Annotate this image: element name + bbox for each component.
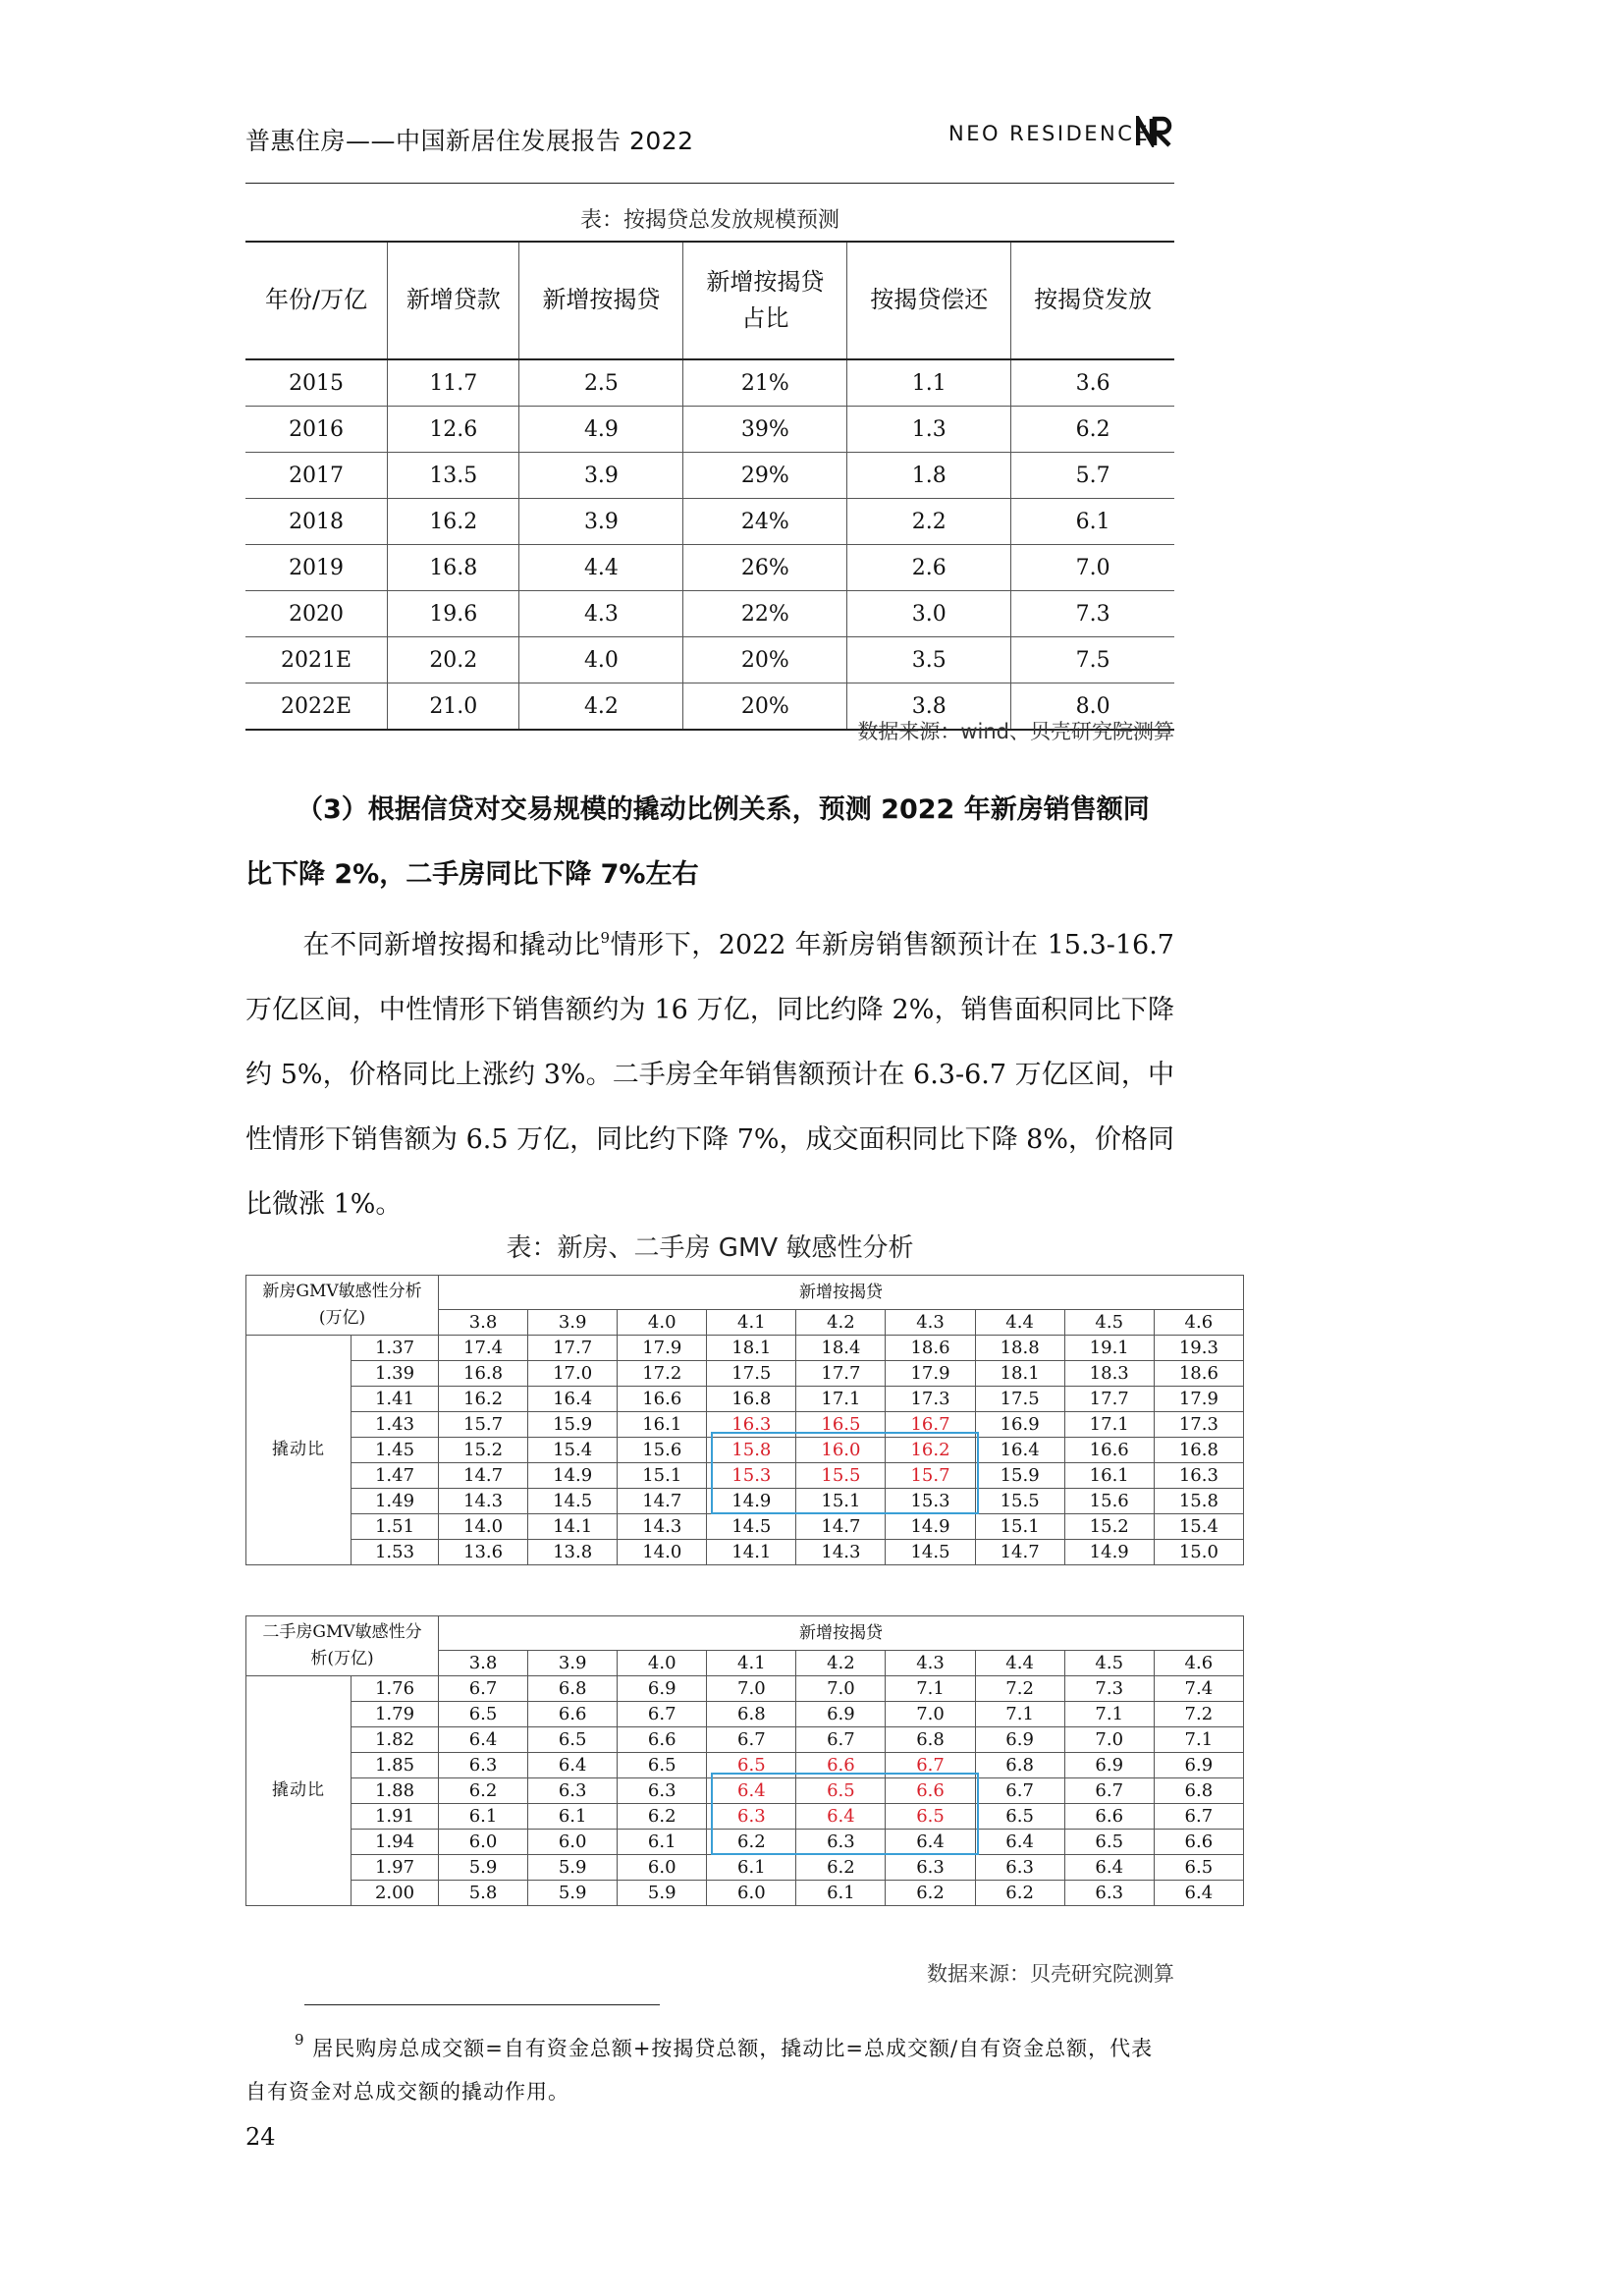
gmv-value-cell: 18.1 (707, 1336, 796, 1361)
sensitivity-corner-label: 新房GMV敏感性分析 (万亿) (246, 1276, 439, 1336)
table-cell: 1.8 (847, 453, 1011, 499)
table-cell: 4.0 (519, 637, 683, 683)
table-row (245, 407, 1174, 453)
table-row (245, 359, 1174, 407)
table-row (245, 453, 1174, 499)
mortgage-column-header: 4.3 (886, 1310, 975, 1336)
gmv-value-cell: 6.9 (796, 1702, 886, 1727)
year-cell: 2020 (245, 591, 388, 637)
gmv-value-cell: 6.8 (707, 1702, 796, 1727)
gmv-value-cell: 6.9 (618, 1676, 707, 1702)
gmv-value-cell: 6.1 (796, 1881, 886, 1906)
leverage-ratio-cell: 1.53 (352, 1540, 439, 1565)
gmv-value-cell: 14.7 (618, 1489, 707, 1514)
gmv-value-cell: 17.3 (886, 1387, 975, 1412)
table-cell: 39% (683, 407, 847, 453)
mortgage-column-header: 4.6 (1154, 1310, 1243, 1336)
table-cell: 6.2 (1011, 407, 1174, 453)
gmv-value-cell: 15.3 (707, 1463, 796, 1489)
mortgage-column-header: 4.1 (707, 1651, 796, 1676)
gmv-value-cell: 6.7 (618, 1702, 707, 1727)
gmv-value-cell: 17.5 (707, 1361, 796, 1387)
footnote-ref: 9 (600, 929, 611, 947)
gmv-value-cell: 15.1 (975, 1514, 1064, 1540)
table-cell: 13.5 (388, 453, 519, 499)
mortgage-table-header-row (245, 242, 1174, 359)
gmv-value-cell: 16.8 (439, 1361, 528, 1387)
gmv-value-cell: 6.7 (1064, 1778, 1154, 1804)
gmv-value-cell: 6.6 (796, 1753, 886, 1778)
gmv-value-cell: 6.5 (707, 1753, 796, 1778)
gmv-value-cell: 18.3 (1064, 1361, 1154, 1387)
gmv-value-cell: 16.6 (618, 1387, 707, 1412)
gmv-value-cell: 7.4 (1154, 1676, 1243, 1702)
gmv-value-cell: 14.9 (886, 1514, 975, 1540)
gmv-value-cell: 15.1 (796, 1489, 886, 1514)
table-row (245, 591, 1174, 637)
gmv-value-cell: 5.9 (528, 1881, 618, 1906)
leverage-ratio-cell: 1.37 (352, 1336, 439, 1361)
gmv-value-cell: 17.7 (1064, 1387, 1154, 1412)
table-cell: 7.0 (1011, 545, 1174, 591)
gmv-value-cell: 15.5 (796, 1463, 886, 1489)
row-group-label: 撬动比 (246, 1676, 352, 1906)
table-cell: 1.1 (847, 359, 1011, 407)
mortgage-col-header: 按揭贷偿还 (847, 242, 1011, 359)
gmv-value-cell: 17.4 (439, 1336, 528, 1361)
table-cell: 4.9 (519, 407, 683, 453)
gmv-value-cell: 17.9 (886, 1361, 975, 1387)
gmv-value-cell: 17.3 (1154, 1412, 1243, 1438)
gmv-value-cell: 6.0 (707, 1881, 796, 1906)
gmv-value-cell: 16.8 (1154, 1438, 1243, 1463)
gmv-value-cell: 6.8 (528, 1676, 618, 1702)
new-house-sensitivity-table (245, 1275, 1244, 1565)
gmv-value-cell: 6.2 (796, 1855, 886, 1881)
leverage-ratio-cell: 1.51 (352, 1514, 439, 1540)
gmv-value-cell: 16.8 (707, 1387, 796, 1412)
gmv-value-cell: 15.3 (886, 1489, 975, 1514)
gmv-value-cell: 6.6 (1154, 1830, 1243, 1855)
mortgage-column-header: 4.4 (975, 1651, 1064, 1676)
table-row (246, 1336, 1244, 1361)
gmv-value-cell: 13.6 (439, 1540, 528, 1565)
mortgage-col-header: 新增贷款 (388, 242, 519, 359)
leverage-ratio-cell: 1.76 (352, 1676, 439, 1702)
table-cell: 4.2 (519, 683, 683, 731)
table-cell: 19.6 (388, 591, 519, 637)
table-row (246, 1702, 1244, 1727)
year-cell: 2021E (245, 637, 388, 683)
leverage-ratio-cell: 1.88 (352, 1778, 439, 1804)
gmv-value-cell: 15.8 (707, 1438, 796, 1463)
table-cell: 6.1 (1011, 499, 1174, 545)
gmv-value-cell: 6.2 (975, 1881, 1064, 1906)
gmv-value-cell: 15.9 (528, 1412, 618, 1438)
mortgage-col-header: 按揭贷发放 (1011, 242, 1174, 359)
gmv-value-cell: 6.6 (528, 1702, 618, 1727)
table-row (246, 1387, 1244, 1412)
mortgage-column-header: 3.8 (439, 1651, 528, 1676)
table-cell: 3.9 (519, 499, 683, 545)
table-cell: 22% (683, 591, 847, 637)
leverage-ratio-cell: 1.79 (352, 1702, 439, 1727)
gmv-value-cell: 14.5 (707, 1514, 796, 1540)
gmv-value-cell: 6.5 (796, 1778, 886, 1804)
leverage-ratio-cell: 1.97 (352, 1855, 439, 1881)
gmv-value-cell: 6.2 (618, 1804, 707, 1830)
gmv-value-cell: 7.0 (886, 1702, 975, 1727)
gmv-value-cell: 6.4 (975, 1830, 1064, 1855)
gmv-value-cell: 17.7 (528, 1336, 618, 1361)
gmv-value-cell: 6.7 (439, 1676, 528, 1702)
gmv-value-cell: 6.4 (439, 1727, 528, 1753)
leverage-ratio-cell: 1.85 (352, 1753, 439, 1778)
table-cell: 12.6 (388, 407, 519, 453)
gmv-value-cell: 7.0 (707, 1676, 796, 1702)
leverage-ratio-cell: 1.82 (352, 1727, 439, 1753)
gmv-value-cell: 17.1 (796, 1387, 886, 1412)
gmv-value-cell: 17.7 (796, 1361, 886, 1387)
gmv-value-cell: 6.5 (528, 1727, 618, 1753)
gmv-value-cell: 19.3 (1154, 1336, 1243, 1361)
gmv-value-cell: 16.3 (1154, 1463, 1243, 1489)
gmv-value-cell: 6.6 (886, 1778, 975, 1804)
gmv-value-cell: 7.2 (975, 1676, 1064, 1702)
gmv-value-cell: 6.4 (796, 1804, 886, 1830)
gmv-value-cell: 7.2 (1154, 1702, 1243, 1727)
gmv-value-cell: 6.4 (1154, 1881, 1243, 1906)
gmv-value-cell: 18.6 (1154, 1361, 1243, 1387)
sensitivity-source: 数据来源：贝壳研究院测算 (927, 1962, 1174, 1986)
gmv-value-cell: 6.3 (1064, 1881, 1154, 1906)
gmv-value-cell: 16.2 (886, 1438, 975, 1463)
gmv-value-cell: 13.8 (528, 1540, 618, 1565)
gmv-value-cell: 6.8 (886, 1727, 975, 1753)
gmv-value-cell: 6.9 (975, 1727, 1064, 1753)
table-cell: 24% (683, 499, 847, 545)
gmv-value-cell: 7.0 (796, 1676, 886, 1702)
row-group-label: 撬动比 (246, 1336, 352, 1565)
gmv-value-cell: 6.5 (618, 1753, 707, 1778)
gmv-value-cell: 17.0 (528, 1361, 618, 1387)
table-cell: 3.0 (847, 591, 1011, 637)
mortgage-table-caption: 表：按揭贷总发放规模预测 (579, 208, 839, 233)
table-cell: 5.7 (1011, 453, 1174, 499)
table-row (245, 499, 1174, 545)
gmv-value-cell: 15.5 (975, 1489, 1064, 1514)
leverage-ratio-cell: 1.91 (352, 1804, 439, 1830)
gmv-value-cell: 16.7 (886, 1412, 975, 1438)
gmv-value-cell: 16.4 (975, 1438, 1064, 1463)
gmv-value-cell: 6.3 (528, 1778, 618, 1804)
sensitivity-header-row (246, 1276, 1244, 1310)
table-cell: 21% (683, 359, 847, 407)
sensitivity-corner-label: 二手房GMV敏感性分 析(万亿) (246, 1616, 439, 1676)
table-cell: 20% (683, 637, 847, 683)
gmv-value-cell: 6.3 (618, 1778, 707, 1804)
gmv-value-cell: 6.5 (886, 1804, 975, 1830)
gmv-value-cell: 16.6 (1064, 1438, 1154, 1463)
gmv-value-cell: 17.9 (1154, 1387, 1243, 1412)
gmv-value-cell: 16.2 (439, 1387, 528, 1412)
footnote-divider (304, 2004, 660, 2005)
gmv-value-cell: 6.9 (1154, 1753, 1243, 1778)
leverage-ratio-cell: 2.00 (352, 1881, 439, 1906)
gmv-value-cell: 6.8 (1154, 1778, 1243, 1804)
leverage-ratio-cell: 1.94 (352, 1830, 439, 1855)
gmv-value-cell: 6.4 (1064, 1855, 1154, 1881)
mortgage-column-header: 4.0 (618, 1651, 707, 1676)
gmv-value-cell: 6.8 (975, 1753, 1064, 1778)
gmv-value-cell: 6.1 (528, 1804, 618, 1830)
table-cell: 3.9 (519, 453, 683, 499)
gmv-value-cell: 15.2 (1064, 1514, 1154, 1540)
gmv-value-cell: 6.9 (1064, 1753, 1154, 1778)
gmv-value-cell: 14.5 (886, 1540, 975, 1565)
gmv-value-cell: 16.5 (796, 1412, 886, 1438)
gmv-value-cell: 14.7 (439, 1463, 528, 1489)
section-paragraph: 在不同新增按揭和撬动比$^9$情形下，2022 年新房销售额预计在 15.3-16.7 万亿区间，中性情形下销售额约为 16 万亿，同比约降 2%，销售面积同比下降约 5%，价格同比上涨约 3%。二手房全年销售额预计在 6.3-6.7 万亿区间，中性情形下销售额为 6.5 万亿，同比约下降 7%，成交面积同比下降 8%，价格同比微涨 1%。 (245, 929, 1174, 1220)
gmv-value-cell: 15.4 (528, 1438, 618, 1463)
header-divider (245, 183, 1174, 184)
gmv-value-cell: 16.4 (528, 1387, 618, 1412)
gmv-value-cell: 14.9 (1064, 1540, 1154, 1565)
mortgage-table-source: 数据来源：wind、贝壳研究院测算 (857, 720, 1174, 743)
mortgage-column-header: 4.6 (1154, 1651, 1243, 1676)
table-cell: 1.3 (847, 407, 1011, 453)
table-row (246, 1855, 1244, 1881)
gmv-value-cell: 6.2 (439, 1778, 528, 1804)
year-cell: 2018 (245, 499, 388, 545)
table-row (246, 1881, 1244, 1906)
page-number: 24 (245, 2123, 276, 2151)
year-cell: 2017 (245, 453, 388, 499)
leverage-ratio-cell: 1.43 (352, 1412, 439, 1438)
table-cell: 16.8 (388, 545, 519, 591)
gmv-value-cell: 15.2 (439, 1438, 528, 1463)
mortgage-column-header: 4.5 (1064, 1651, 1154, 1676)
table-row (246, 1514, 1244, 1540)
gmv-value-cell: 15.7 (886, 1463, 975, 1489)
leverage-ratio-cell: 1.45 (352, 1438, 439, 1463)
col-group-label: 新增按揭贷 (439, 1616, 1244, 1651)
leverage-ratio-cell: 1.47 (352, 1463, 439, 1489)
mortgage-column-header: 3.9 (528, 1310, 618, 1336)
gmv-value-cell: 5.8 (439, 1881, 528, 1906)
table-cell: 11.7 (388, 359, 519, 407)
gmv-value-cell: 6.3 (439, 1753, 528, 1778)
mortgage-column-header: 4.2 (796, 1310, 886, 1336)
second-hand-sensitivity-table (245, 1615, 1244, 1906)
gmv-value-cell: 17.9 (618, 1336, 707, 1361)
mortgage-column-header: 3.9 (528, 1651, 618, 1676)
col-group-label: 新增按揭贷 (439, 1276, 1244, 1310)
gmv-value-cell: 14.5 (528, 1489, 618, 1514)
mortgage-column-header: 4.2 (796, 1651, 886, 1676)
gmv-value-cell: 6.1 (439, 1804, 528, 1830)
gmv-value-cell: 15.9 (975, 1463, 1064, 1489)
footnote-number: 9 (295, 2031, 305, 2049)
leverage-ratio-cell: 1.49 (352, 1489, 439, 1514)
gmv-value-cell: 16.0 (796, 1438, 886, 1463)
table-row (246, 1361, 1244, 1387)
nr-logo-icon (1136, 116, 1173, 147)
gmv-value-cell: 5.9 (618, 1881, 707, 1906)
mortgage-column-header: 4.1 (707, 1310, 796, 1336)
gmv-value-cell: 7.1 (975, 1702, 1064, 1727)
gmv-value-cell: 18.1 (975, 1361, 1064, 1387)
gmv-value-cell: 15.8 (1154, 1489, 1243, 1514)
table-cell: 4.3 (519, 591, 683, 637)
gmv-value-cell: 14.1 (528, 1514, 618, 1540)
gmv-value-cell: 16.3 (707, 1412, 796, 1438)
table-cell: 2.5 (519, 359, 683, 407)
gmv-value-cell: 17.5 (975, 1387, 1064, 1412)
gmv-value-cell: 7.1 (1154, 1727, 1243, 1753)
mortgage-column-header: 3.8 (439, 1310, 528, 1336)
gmv-value-cell: 14.0 (618, 1540, 707, 1565)
gmv-value-cell: 17.1 (1064, 1412, 1154, 1438)
year-cell: 2015 (245, 359, 388, 407)
table-cell: 2.2 (847, 499, 1011, 545)
leverage-ratio-cell: 1.39 (352, 1361, 439, 1387)
gmv-value-cell: 7.1 (1064, 1702, 1154, 1727)
gmv-value-cell: 15.4 (1154, 1514, 1243, 1540)
gmv-value-cell: 6.3 (796, 1830, 886, 1855)
table-row (246, 1676, 1244, 1702)
sensitivity-header-row (246, 1616, 1244, 1651)
gmv-value-cell: 6.7 (975, 1778, 1064, 1804)
gmv-value-cell: 7.1 (886, 1676, 975, 1702)
gmv-value-cell: 16.1 (618, 1412, 707, 1438)
gmv-value-cell: 7.0 (1064, 1727, 1154, 1753)
mortgage-col-header: 年份/万亿 (245, 242, 388, 359)
gmv-value-cell: 6.4 (886, 1830, 975, 1855)
gmv-value-cell: 15.6 (618, 1438, 707, 1463)
table-row (245, 637, 1174, 683)
mortgage-column-header: 4.5 (1064, 1310, 1154, 1336)
gmv-value-cell: 6.5 (1064, 1830, 1154, 1855)
brand-name: NEO RESIDENCE (948, 122, 1151, 145)
gmv-value-cell: 14.3 (796, 1540, 886, 1565)
gmv-value-cell: 19.1 (1064, 1336, 1154, 1361)
leverage-ratio-cell: 1.41 (352, 1387, 439, 1412)
gmv-value-cell: 18.8 (975, 1336, 1064, 1361)
gmv-value-cell: 18.6 (886, 1336, 975, 1361)
gmv-value-cell: 6.6 (1064, 1804, 1154, 1830)
mortgage-col-header: 新增按揭贷 (519, 242, 683, 359)
gmv-value-cell: 5.9 (528, 1855, 618, 1881)
year-cell: 2016 (245, 407, 388, 453)
table-cell: 29% (683, 453, 847, 499)
report-title: 普惠住房——中国新居住发展报告 2022 (245, 127, 694, 155)
gmv-value-cell: 5.9 (439, 1855, 528, 1881)
table-cell: 8.0 (1011, 683, 1174, 731)
gmv-value-cell: 6.1 (707, 1855, 796, 1881)
table-cell: 20% (683, 683, 847, 731)
table-row (246, 1540, 1244, 1565)
mortgage-column-header: 4.0 (618, 1310, 707, 1336)
mortgage-column-header: 4.4 (975, 1310, 1064, 1336)
gmv-value-cell: 6.0 (528, 1830, 618, 1855)
table-row (245, 545, 1174, 591)
footnote: $^9$ 居民购房总成交额=自有资金总额+按揭贷总额，撬动比=总成交额/自有资金总额，代表自有资金对总成交额的撬动作用。 (245, 2031, 1154, 2104)
gmv-value-cell: 6.6 (618, 1727, 707, 1753)
gmv-value-cell: 15.0 (1154, 1540, 1243, 1565)
gmv-value-cell: 18.4 (796, 1336, 886, 1361)
gmv-value-cell: 6.5 (1154, 1855, 1243, 1881)
table-cell: 2.6 (847, 545, 1011, 591)
table-cell: 7.3 (1011, 591, 1174, 637)
gmv-value-cell: 14.0 (439, 1514, 528, 1540)
gmv-value-cell: 14.3 (618, 1514, 707, 1540)
gmv-value-cell: 15.6 (1064, 1489, 1154, 1514)
new-house-highlight-box (711, 1432, 979, 1514)
table-cell: 3.8 (847, 683, 1011, 731)
table-cell: 3.5 (847, 637, 1011, 683)
second-hand-highlight-box (711, 1773, 979, 1855)
gmv-value-cell: 6.4 (707, 1778, 796, 1804)
table-cell: 7.5 (1011, 637, 1174, 683)
gmv-value-cell: 15.7 (439, 1412, 528, 1438)
mortgage-column-header: 4.3 (886, 1651, 975, 1676)
gmv-value-cell: 6.0 (618, 1855, 707, 1881)
table-cell: 3.6 (1011, 359, 1174, 407)
table-cell: 26% (683, 545, 847, 591)
gmv-value-cell: 7.3 (1064, 1676, 1154, 1702)
gmv-value-cell: 6.7 (1154, 1804, 1243, 1830)
gmv-value-cell: 6.3 (886, 1855, 975, 1881)
gmv-value-cell: 6.5 (975, 1804, 1064, 1830)
year-cell: 2022E (245, 683, 388, 731)
table-cell: 21.0 (388, 683, 519, 731)
gmv-value-cell: 6.2 (886, 1881, 975, 1906)
table-cell: 20.2 (388, 637, 519, 683)
gmv-value-cell: 6.1 (618, 1830, 707, 1855)
gmv-value-cell: 14.1 (707, 1540, 796, 1565)
gmv-value-cell: 14.7 (796, 1514, 886, 1540)
gmv-value-cell: 15.1 (618, 1463, 707, 1489)
year-cell: 2019 (245, 545, 388, 591)
mortgage-table (245, 241, 1174, 731)
gmv-value-cell: 14.9 (528, 1463, 618, 1489)
gmv-value-cell: 6.3 (707, 1804, 796, 1830)
gmv-value-cell: 6.0 (439, 1830, 528, 1855)
table-row (246, 1727, 1244, 1753)
section-heading: （3）根据信贷对交易规模的撬动比例关系，预测 2022 年新房销售额同比下降 2%，二手房同比下降 7%左右 (245, 794, 1150, 890)
table-cell: 16.2 (388, 499, 519, 545)
gmv-value-cell: 6.4 (528, 1753, 618, 1778)
gmv-value-cell: 6.5 (439, 1702, 528, 1727)
mortgage-col-header: 新增按揭贷 占比 (683, 242, 847, 359)
gmv-value-cell: 16.1 (1064, 1463, 1154, 1489)
gmv-value-cell: 6.3 (975, 1855, 1064, 1881)
gmv-value-cell: 17.2 (618, 1361, 707, 1387)
gmv-value-cell: 14.7 (975, 1540, 1064, 1565)
gmv-value-cell: 6.7 (707, 1727, 796, 1753)
gmv-value-cell: 6.7 (886, 1753, 975, 1778)
gmv-value-cell: 6.7 (796, 1727, 886, 1753)
gmv-value-cell: 14.9 (707, 1489, 796, 1514)
sensitivity-caption: 表：新房、二手房 GMV 敏感性分析 (506, 1233, 914, 1263)
table-cell: 4.4 (519, 545, 683, 591)
gmv-value-cell: 6.2 (707, 1830, 796, 1855)
gmv-value-cell: 16.9 (975, 1412, 1064, 1438)
gmv-value-cell: 14.3 (439, 1489, 528, 1514)
